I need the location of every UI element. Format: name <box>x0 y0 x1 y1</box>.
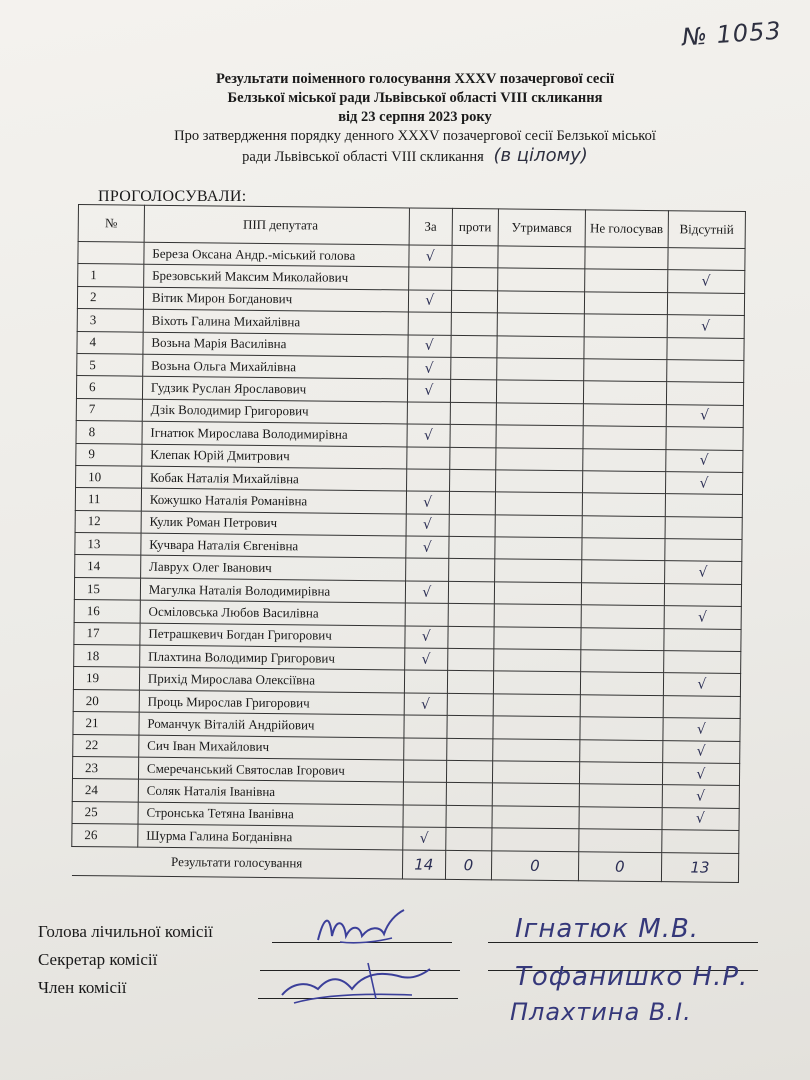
chair-signature-scribble <box>300 896 420 956</box>
vote-cell-za: √ <box>408 290 451 313</box>
header-title-line1: Результати поіменного голосування XXXV позачергової сесії <box>216 71 614 87</box>
vote-cell-utrymavsia <box>493 716 580 739</box>
col-ne-holosuvav-header: Не голосував <box>585 210 668 248</box>
result-ne-holosuvav: 0 <box>578 851 661 881</box>
vote-cell-ne-holosuvav <box>583 404 666 427</box>
vote-cell-ne-holosuvav <box>579 762 662 785</box>
header-subject-line1: Про затвердження порядку денного XXXV позачергової сесії Белзької міської <box>174 128 656 144</box>
row-number <box>78 242 144 265</box>
vote-cell-proty <box>448 604 494 627</box>
vote-cell-vidsutnii: √ <box>665 449 743 472</box>
vote-cell-za: √ <box>405 536 448 559</box>
vote-cell-vidsutnii: √ <box>662 807 740 830</box>
vote-cell-ne-holosuvav <box>584 359 667 382</box>
vote-cell-proty <box>448 559 494 582</box>
vote-cell-ne-holosuvav <box>581 627 664 650</box>
vote-cell-proty <box>447 738 493 761</box>
votes-table-body <box>71 242 745 882</box>
voted-title: ПРОГОЛОСУВАЛИ: <box>98 188 247 205</box>
vote-cell-vidsutnii <box>667 292 745 315</box>
deputy-name: Брезовський Максим Миколайович <box>143 265 408 290</box>
vote-cell-proty <box>451 268 497 291</box>
row-number: 21 <box>73 712 139 735</box>
deputy-name: Кожушко Наталія Романівна <box>141 488 406 513</box>
vote-cell-za: √ <box>407 357 450 380</box>
vote-cell-utrymavsia <box>497 313 584 336</box>
vote-cell-utrymavsia <box>492 806 579 829</box>
row-number: 13 <box>75 533 141 556</box>
vote-cell-vidsutnii <box>664 539 742 562</box>
vote-cell-vidsutnii <box>666 427 744 450</box>
chair-label: Голова лічильної комісії <box>38 922 213 941</box>
vote-cell-utrymavsia <box>494 582 581 605</box>
row-number: 20 <box>73 689 139 712</box>
deputy-name: Романчук Віталій Андрійович <box>139 712 404 737</box>
vote-cell-ne-holosuvav <box>582 471 665 494</box>
vote-cell-ne-holosuvav <box>584 314 667 337</box>
vote-cell-utrymavsia <box>497 268 584 291</box>
vote-cell-za <box>405 603 448 626</box>
deputy-name: Шурма Галина Богданівна <box>138 824 403 849</box>
vote-cell-proty <box>447 693 493 716</box>
col-name-header: ПІП депутата <box>144 205 409 245</box>
vote-cell-ne-holosuvav <box>583 426 666 449</box>
vote-cell-proty <box>449 469 495 492</box>
row-number: 26 <box>72 824 138 847</box>
vote-cell-za: √ <box>406 514 449 537</box>
vote-cell-utrymavsia <box>495 492 582 515</box>
vote-cell-ne-holosuvav <box>580 650 663 673</box>
vote-cell-utrymavsia <box>493 671 580 694</box>
row-number: 7 <box>76 398 142 421</box>
vote-cell-vidsutnii <box>665 516 743 539</box>
vote-cell-vidsutnii <box>666 382 744 405</box>
vote-cell-za <box>406 446 449 469</box>
vote-cell-proty <box>451 313 497 336</box>
vote-cell-ne-holosuvav <box>580 672 663 695</box>
result-utrymavsia: 0 <box>491 850 578 880</box>
deputy-name: Береза Оксана Андр.-міський голова <box>144 242 409 267</box>
row-number: 12 <box>75 510 141 533</box>
handwritten-note: (в цілому) <box>493 145 588 166</box>
vote-cell-za: √ <box>404 648 447 671</box>
deputy-name: Кучвара Наталія Євгенівна <box>141 533 406 558</box>
row-number: 3 <box>77 309 143 332</box>
row-number: 25 <box>72 801 138 824</box>
vote-cell-ne-holosuvav <box>582 493 665 516</box>
vote-cell-proty <box>450 402 496 425</box>
vote-cell-proty <box>449 514 495 537</box>
vote-cell-utrymavsia <box>495 537 582 560</box>
vote-cell-vidsutnii: √ <box>666 404 744 427</box>
member-label: Член комісії <box>38 978 127 997</box>
col-num-header: № <box>78 205 144 243</box>
vote-cell-za: √ <box>407 424 450 447</box>
vote-cell-ne-holosuvav <box>579 829 662 852</box>
vote-cell-ne-holosuvav <box>580 695 663 718</box>
vote-cell-ne-holosuvav <box>582 515 665 538</box>
vote-cell-vidsutnii: √ <box>662 740 740 763</box>
row-number: 10 <box>76 465 142 488</box>
vote-cell-utrymavsia <box>494 604 581 627</box>
vote-cell-utrymavsia <box>494 627 581 650</box>
vote-cell-vidsutnii <box>661 830 739 853</box>
vote-cell-vidsutnii: √ <box>662 785 740 808</box>
deputy-name: Гудзик Руслан Ярославович <box>142 377 407 402</box>
vote-cell-proty <box>451 290 497 313</box>
vote-cell-ne-holosuvav <box>581 583 664 606</box>
secretary-signature-scribble <box>272 955 442 1015</box>
result-vidsutnii: 13 <box>661 852 739 882</box>
row-number: 5 <box>77 353 143 376</box>
results-row <box>71 846 738 882</box>
vote-cell-ne-holosuvav <box>583 448 666 471</box>
deputy-name: Стронська Тетяна Іванівна <box>138 802 403 827</box>
deputy-name: Дзік Володимир Григорович <box>142 399 407 424</box>
vote-cell-proty <box>452 245 498 268</box>
deputy-name: Проць Мирослав Григорович <box>139 690 404 715</box>
row-number: 14 <box>75 555 141 578</box>
row-number: 18 <box>74 645 140 668</box>
deputy-name: Петрашкевич Богдан Григорович <box>140 623 405 648</box>
vote-cell-ne-holosuvav <box>580 717 663 740</box>
vote-cell-proty <box>448 626 494 649</box>
row-number: 16 <box>74 600 140 623</box>
row-number: 19 <box>73 667 139 690</box>
vote-cell-vidsutnii <box>664 584 742 607</box>
vote-cell-utrymavsia <box>492 761 579 784</box>
vote-cell-za: √ <box>408 335 451 358</box>
vote-cell-za: √ <box>406 491 449 514</box>
vote-cell-utrymavsia <box>497 335 584 358</box>
deputy-name: Віхоть Галина Михайлівна <box>143 309 408 334</box>
vote-cell-utrymavsia <box>496 403 583 426</box>
deputy-name: Вітик Мирон Богданович <box>143 287 408 312</box>
deputy-name: Клепак Юрій Дмитрович <box>142 444 407 469</box>
vote-cell-proty <box>450 425 496 448</box>
row-number: 22 <box>73 734 139 757</box>
row-number: 1 <box>78 264 144 287</box>
deputy-name: Кобак Наталія Михайлівна <box>141 466 406 491</box>
member-name: Плахтина В.І. <box>510 998 692 1026</box>
result-proty: 0 <box>445 850 491 879</box>
header-title-line2: Белзької міської ради Львівської області VIII скликання <box>227 90 603 106</box>
vote-cell-proty <box>451 335 497 358</box>
vote-cell-za: √ <box>404 693 447 716</box>
deputy-name: Лаврух Олег Іванович <box>140 556 405 581</box>
votes-table <box>71 204 746 883</box>
row-number: 23 <box>72 756 138 779</box>
vote-cell-ne-holosuvav <box>583 381 666 404</box>
vote-cell-utrymavsia <box>493 738 580 761</box>
vote-cell-vidsutnii: √ <box>664 561 742 584</box>
vote-cell-vidsutnii <box>663 651 741 674</box>
vote-cell-proty <box>448 581 494 604</box>
deputy-name: Смеречанський Святослав Ігорович <box>138 757 403 782</box>
vote-cell-proty <box>447 671 493 694</box>
col-utrymavsia-header: Утримався <box>498 209 585 247</box>
vote-cell-za <box>404 670 447 693</box>
vote-cell-utrymavsia <box>494 559 581 582</box>
vote-cell-proty <box>446 805 492 828</box>
vote-cell-za <box>403 738 446 761</box>
row-number: 11 <box>75 488 141 511</box>
vote-cell-utrymavsia <box>492 828 579 851</box>
row-number: 8 <box>76 421 142 444</box>
row-number: 17 <box>74 622 140 645</box>
vote-cell-za <box>408 312 451 335</box>
vote-cell-vidsutnii <box>668 248 746 271</box>
vote-cell-proty <box>446 760 492 783</box>
vote-cell-vidsutnii <box>663 695 741 718</box>
vote-cell-vidsutnii: √ <box>663 718 741 741</box>
vote-cell-ne-holosuvav <box>581 605 664 628</box>
vote-cell-za <box>406 469 449 492</box>
vote-cell-utrymavsia <box>497 358 584 381</box>
deputy-name: Соляк Наталія Іванівна <box>138 780 403 805</box>
deputy-name: Возьна Марія Василівна <box>143 332 408 357</box>
vote-cell-proty <box>447 648 493 671</box>
result-za: 14 <box>402 849 445 878</box>
row-number: 24 <box>72 779 138 802</box>
header-subject-text: ради Львівської області VIII скликання <box>242 149 484 165</box>
deputy-name: Магулка Наталія Володимирівна <box>140 578 405 603</box>
vote-cell-utrymavsia <box>496 447 583 470</box>
secretary-label: Секретар комісії <box>38 950 158 969</box>
vote-cell-za <box>404 715 447 738</box>
row-number: 15 <box>74 577 140 600</box>
deputy-name: Сич Іван Михайлович <box>139 735 404 760</box>
deputy-name: Прихід Мирослава Олексіївна <box>139 668 404 693</box>
deputy-name: Осміловська Любов Василівна <box>140 600 405 625</box>
deputy-name: Плахтина Володимир Григорович <box>140 645 405 670</box>
vote-cell-vidsutnii: √ <box>667 315 745 338</box>
deputy-name: Ігнатюк Мирослава Володимирівна <box>142 421 407 446</box>
vote-cell-utrymavsia <box>496 425 583 448</box>
vote-cell-ne-holosuvav <box>581 560 664 583</box>
vote-cell-proty <box>449 492 495 515</box>
results-label: Результати голосування <box>71 846 402 878</box>
vote-cell-vidsutnii <box>667 337 745 360</box>
col-proty-header: проти <box>452 208 498 245</box>
vote-cell-proty <box>449 536 495 559</box>
vote-cell-ne-holosuvav <box>582 538 665 561</box>
chair-name: Ігнатюк М.В. <box>515 914 700 944</box>
header-subject-line2 <box>95 146 735 167</box>
vote-cell-za <box>405 558 448 581</box>
secretary-name: Тофанишко Н.Р. <box>515 962 749 992</box>
vote-cell-utrymavsia <box>495 470 582 493</box>
vote-cell-proty <box>446 783 492 806</box>
row-number: 4 <box>77 331 143 354</box>
vote-cell-za <box>403 805 446 828</box>
deputy-name: Возьна Ольга Михайлівна <box>143 354 408 379</box>
vote-cell-za: √ <box>409 245 452 268</box>
vote-cell-utrymavsia <box>498 246 585 269</box>
vote-cell-vidsutnii: √ <box>664 606 742 629</box>
vote-cell-za: √ <box>405 626 448 649</box>
vote-cell-utrymavsia <box>497 291 584 314</box>
vote-cell-ne-holosuvav <box>579 784 662 807</box>
vote-cell-vidsutnii: √ <box>667 270 745 293</box>
vote-cell-vidsutnii <box>664 628 742 651</box>
vote-cell-vidsutnii: √ <box>662 763 740 786</box>
col-za-header: За <box>409 208 453 245</box>
vote-cell-za: √ <box>405 581 448 604</box>
row-number: 6 <box>76 376 142 399</box>
deputy-name: Кулик Роман Петрович <box>141 511 406 536</box>
vote-cell-za <box>408 267 451 290</box>
row-number: 9 <box>76 443 142 466</box>
vote-cell-proty <box>450 380 496 403</box>
vote-cell-ne-holosuvav <box>584 336 667 359</box>
vote-cell-ne-holosuvav <box>579 807 662 830</box>
vote-cell-vidsutnii <box>665 494 743 517</box>
header-date: від 23 серпня 2023 року <box>338 109 492 125</box>
vote-cell-proty <box>451 357 497 380</box>
vote-cell-utrymavsia <box>492 783 579 806</box>
col-vidsutnii-header: Відсутній <box>668 211 746 249</box>
vote-cell-utrymavsia <box>496 380 583 403</box>
document-header <box>95 70 735 167</box>
vote-cell-utrymavsia <box>493 649 580 672</box>
vote-cell-za: √ <box>402 827 445 850</box>
vote-cell-utrymavsia <box>493 694 580 717</box>
row-number: 2 <box>77 286 143 309</box>
vote-cell-za <box>403 782 446 805</box>
vote-cell-za <box>407 402 450 425</box>
vote-cell-vidsutnii <box>666 360 744 383</box>
vote-cell-za: √ <box>407 379 450 402</box>
vote-cell-za <box>403 760 446 783</box>
vote-cell-vidsutnii: √ <box>663 673 741 696</box>
vote-cell-ne-holosuvav <box>584 269 667 292</box>
vote-cell-ne-holosuvav <box>585 247 668 270</box>
vote-cell-ne-holosuvav <box>584 292 667 315</box>
vote-cell-ne-holosuvav <box>580 739 663 762</box>
vote-cell-vidsutnii: √ <box>665 472 743 495</box>
vote-cell-proty <box>446 828 492 851</box>
vote-cell-proty <box>450 447 496 470</box>
vote-cell-proty <box>447 716 493 739</box>
vote-cell-utrymavsia <box>495 515 582 538</box>
document-number: № 1053 <box>681 16 783 52</box>
